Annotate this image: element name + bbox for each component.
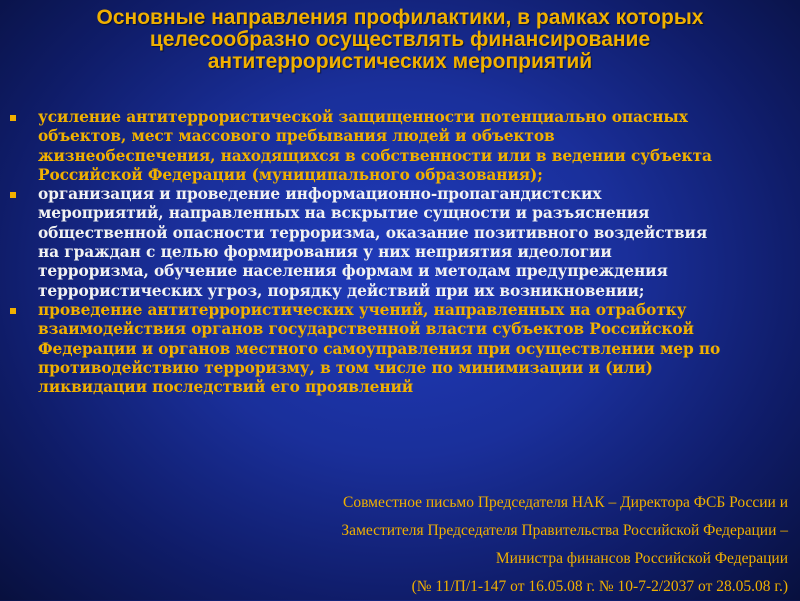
bullet-text	[38, 108, 783, 185]
bullet-line: общественной опасности терроризма, оказание позитивного воздействия	[38, 223, 708, 242]
bullet-list	[8, 108, 783, 397]
square-bullet-icon	[10, 115, 16, 121]
title-line: антитеррористических мероприятий	[207, 50, 593, 73]
slide-title	[40, 7, 760, 73]
bullet-item	[8, 108, 783, 185]
bullet-line: организация и проведение информационно-пропагандистских	[38, 185, 602, 204]
bullet-line: терроризма, обучение населения формам и методам предупреждения	[38, 262, 668, 281]
bullet-line: террористических угроз, порядку действий при их возникновении;	[38, 281, 645, 300]
source-line: Совместное письмо Председателя НАК – Директора ФСБ России и	[343, 494, 788, 511]
source-citation	[341, 489, 788, 601]
bullet-line: объектов, мест массового пребывания людей и объектов	[38, 127, 555, 146]
bullet-line: взаимодействия органов государственной власти субъектов Российской	[38, 320, 694, 339]
bullet-line: проведение антитеррористических учений, направленных на отработку	[38, 300, 687, 319]
bullet-line: Российской Федерации (муниципального образования);	[38, 165, 543, 184]
bullet-item	[8, 301, 783, 397]
bullet-line: ликвидации последствий его проявлений	[38, 378, 414, 397]
title-line: Основные направления профилактики, в рамках которых	[96, 6, 704, 29]
source-line: Министра финансов Российской Федерации	[495, 550, 788, 567]
bullet-line: жизнеобеспечения, находящихся в собственности или в ведении субъекта	[38, 146, 712, 165]
source-line: Заместителя Председателя Правительства Российской Федерации –	[341, 522, 788, 539]
title-line: целесообразно осуществлять финансирование	[149, 28, 651, 51]
square-bullet-icon	[10, 308, 16, 314]
bullet-line: усиление антитеррористической защищенности потенциально опасных	[38, 108, 688, 126]
bullet-line: противодействию терроризму, в том числе по минимизации и (или)	[38, 358, 653, 377]
bullet-text	[38, 185, 783, 301]
source-line: (№ 11/П/1-147 от 16.05.08 г. № 10-7-2/2037 от 28.05.08 г.)	[411, 578, 788, 595]
bullet-line: на граждан с целью формирования у них неприятия идеологии	[38, 243, 612, 262]
bullet-text	[38, 301, 783, 397]
bullet-line: мероприятий, направленных на вскрытие сущности и разъяснения	[38, 204, 650, 223]
square-bullet-icon	[10, 192, 16, 198]
bullet-line: Федерации и органов местного самоуправления при осуществлении мер по	[38, 339, 721, 358]
bullet-item	[8, 185, 783, 301]
